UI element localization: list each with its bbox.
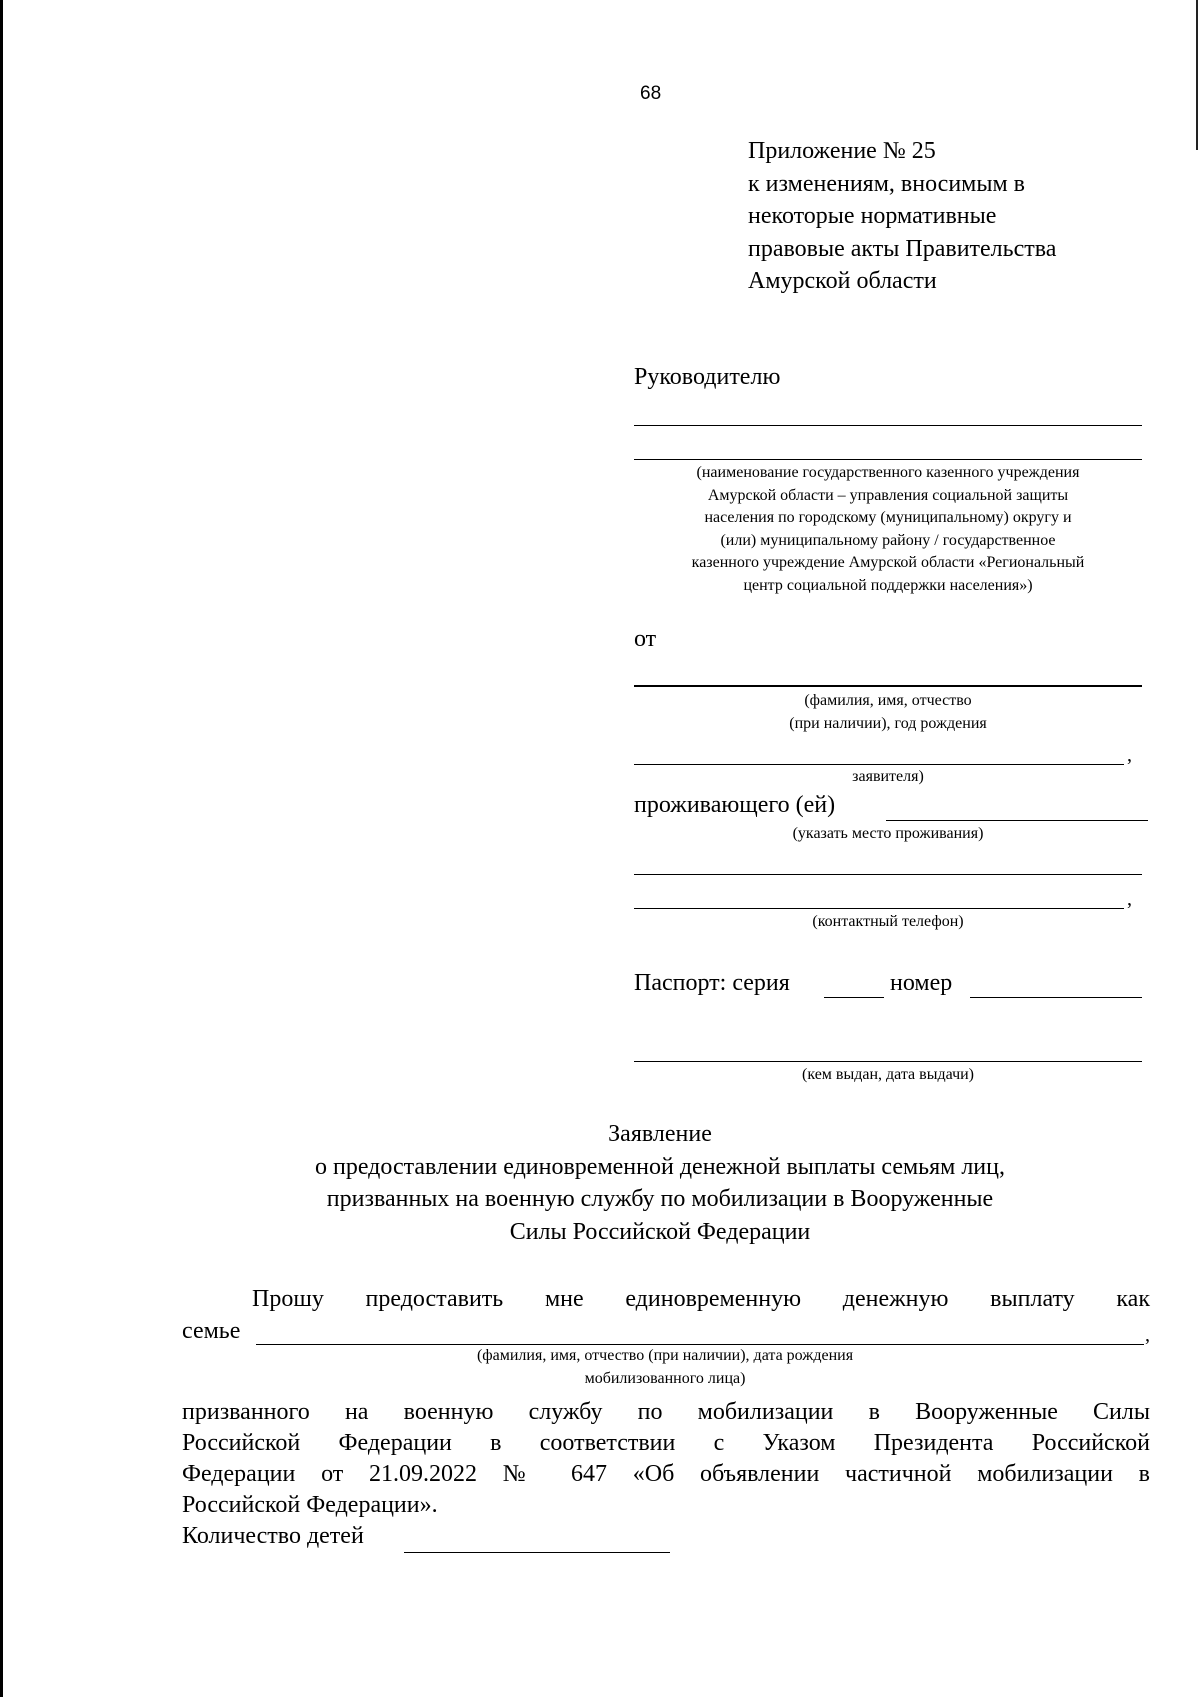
appendix-line: Амурской области: [748, 268, 937, 294]
applicant-name-note-end: заявителя): [852, 768, 924, 785]
comma: ,: [1127, 888, 1132, 910]
appendix-line: Приложение № 25: [748, 138, 936, 164]
institution-note-line: населения по городскому (муниципальному) округу и: [704, 509, 1072, 526]
passport-series-label: Паспорт: серия: [634, 970, 790, 996]
appendix-line: некоторые нормативные: [748, 203, 997, 229]
statement-title-line: Силы Российской Федерации: [509, 1218, 811, 1245]
applicant-name-note: [634, 690, 1142, 735]
statement-title-line: призванных на военную службу по мобилизации в Вооруженные: [326, 1186, 994, 1212]
residence-note: (указать место проживания): [792, 825, 984, 842]
comma: ,: [1127, 744, 1132, 766]
institution-note-line: центр социальной поддержки населения»): [743, 576, 1033, 594]
passport-number-label: номер: [890, 970, 953, 996]
statement-title-line: Заявление: [608, 1121, 712, 1147]
mobilized-note: [300, 1345, 1030, 1390]
applicant-name-line[interactable]: [634, 685, 1142, 687]
comma: ,: [1145, 1324, 1150, 1346]
addressee-blank-line-1[interactable]: [634, 425, 1142, 426]
residence-line[interactable]: [886, 820, 1148, 821]
appendix-line: к изменениям, вносимым в: [748, 170, 1025, 197]
institution-note-line: казенного учреждение Амурской области «Региональный: [691, 554, 1085, 571]
from-label: от: [634, 626, 657, 652]
appendix-header: [748, 135, 1168, 298]
statement-body: [182, 1397, 1150, 1521]
institution-note-line: (или) муниципальному району / государственное: [720, 531, 1056, 549]
family-label: семье: [182, 1318, 241, 1344]
scan-left-edge: [0, 0, 3, 1697]
statement-title: [170, 1118, 1150, 1248]
passport-number-line[interactable]: [970, 997, 1142, 998]
statement-title-line: о предоставлении единовременной денежной выплаты семьям лиц,: [314, 1153, 1005, 1180]
scan-right-edge: [1196, 0, 1198, 150]
applicant-name-note-line: (при наличии), год рождения: [789, 714, 987, 732]
passport-series-line[interactable]: [824, 997, 884, 998]
request-line: Прошу предоставить мне единовременную денежную выплату как: [252, 1286, 1150, 1312]
page-number: 68: [640, 83, 662, 104]
phone-line[interactable]: [634, 908, 1124, 909]
institution-note-line: (наименование государственного казенного учреждения: [696, 464, 1080, 481]
institution-note: [628, 462, 1148, 597]
appendix-line: правовые акты Правительства: [748, 235, 1057, 262]
passport-issued-line[interactable]: [634, 1061, 1142, 1062]
statement-body-line: Российской Федерации в соответствии с Указом Президента Российской: [182, 1430, 1150, 1456]
mobilized-note-line: мобилизованного лица): [584, 1369, 746, 1387]
passport-issued-note: (кем выдан, дата выдачи): [802, 1066, 974, 1083]
addressee-label: Руководителю: [634, 364, 781, 390]
applicant-name-line-2[interactable]: [634, 764, 1124, 765]
statement-body-line: призванного на военную службу по мобилизации в Вооруженные Силы: [182, 1399, 1150, 1425]
children-count-label: Количество детей: [182, 1523, 364, 1549]
children-count-line[interactable]: [404, 1552, 670, 1553]
applicant-name-note-line: (фамилия, имя, отчество: [804, 692, 972, 709]
statement-body-line: Российской Федерации».: [182, 1492, 438, 1518]
residence-label: проживающего (ей): [634, 792, 836, 818]
institution-note-line: Амурской области – управления социальной защиты: [707, 486, 1069, 504]
phone-note: (контактный телефон): [812, 913, 964, 930]
mobilized-note-line: (фамилия, имя, отчество (при наличии), дата рождения: [476, 1347, 854, 1364]
statement-body-line: Федерации от 21.09.2022 № 647 «Об объявлении частичной мобилизации в: [182, 1461, 1150, 1487]
residence-line-2[interactable]: [634, 874, 1142, 875]
addressee-blank-line-2[interactable]: [634, 459, 1142, 460]
